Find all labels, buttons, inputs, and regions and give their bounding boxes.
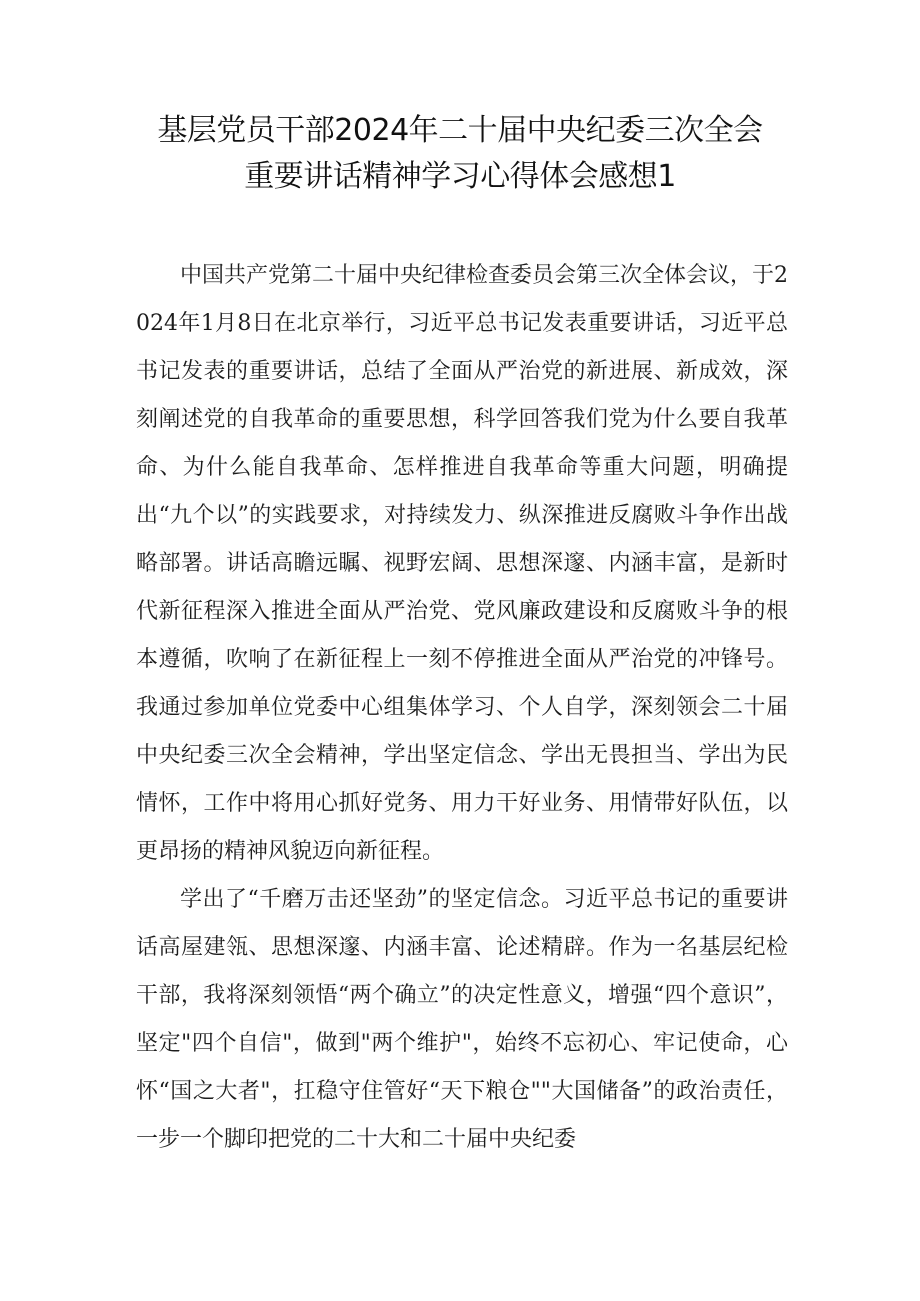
title-line-2: 重要讲话精神学习心得体会感想1 [244, 159, 676, 194]
paragraph-1: 中国共产党第二十届中央纪律检查委员会第三次全体会议，于2024年1月8日在北京举行，习近平总书记发表重要讲话，习近平总书记发表的重要讲话，总结了全面从严治党的新进展、新成效，深刻阐述党的自我革命的重要思想，科学回答我们党为什么要自我革命、为什么能自我革命、怎样推进自我革命等重大问题，明确提出“九个以”的实践要求，对持续发力、纵深推进反腐败斗争作出战略部署。讲话高瞻远瞩、视野宏阔、思想深邃、内涵丰富，是新时代新征程深入推进全面从严治党、党风廉政建设和反腐败斗争的根本遵循，吹响了在新征程上一刻不停推进全面从严治党的冲锋号。我通过参加单位党委中心组集体学习、个人自学，深刻领会二十届中央纪委三次全会精神，学出坚定信念、学出无畏担当、学出为民情怀，工作中将用心抓好党务、用力干好业务、用情带好队伍，以更昂扬的精神风貌迈向新征程。 [136, 263, 788, 864]
paragraph-2: 学出了“千磨万击还坚劲”的坚定信念。习近平总书记的重要讲话高屋建瓴、思想深邃、内涵丰富、论述精辟。作为一名基层纪检干部，我将深刻领悟“两个确立”的决定性意义，增强“四个意识”，坚定"四个自信"，做到"两个维护"，始终不忘初心、牢记使命，心怀“国之大者"，扛稳守住管好“天下粮仓""大国储备”的政治责任，一步一个脚印把党的二十大和二十届中央纪委 [136, 887, 788, 1152]
document-title [60, 108, 860, 200]
title-line-1: 基层党员干部2024年二十届中央纪委三次全会 [157, 113, 763, 148]
document-body [136, 252, 788, 1164]
